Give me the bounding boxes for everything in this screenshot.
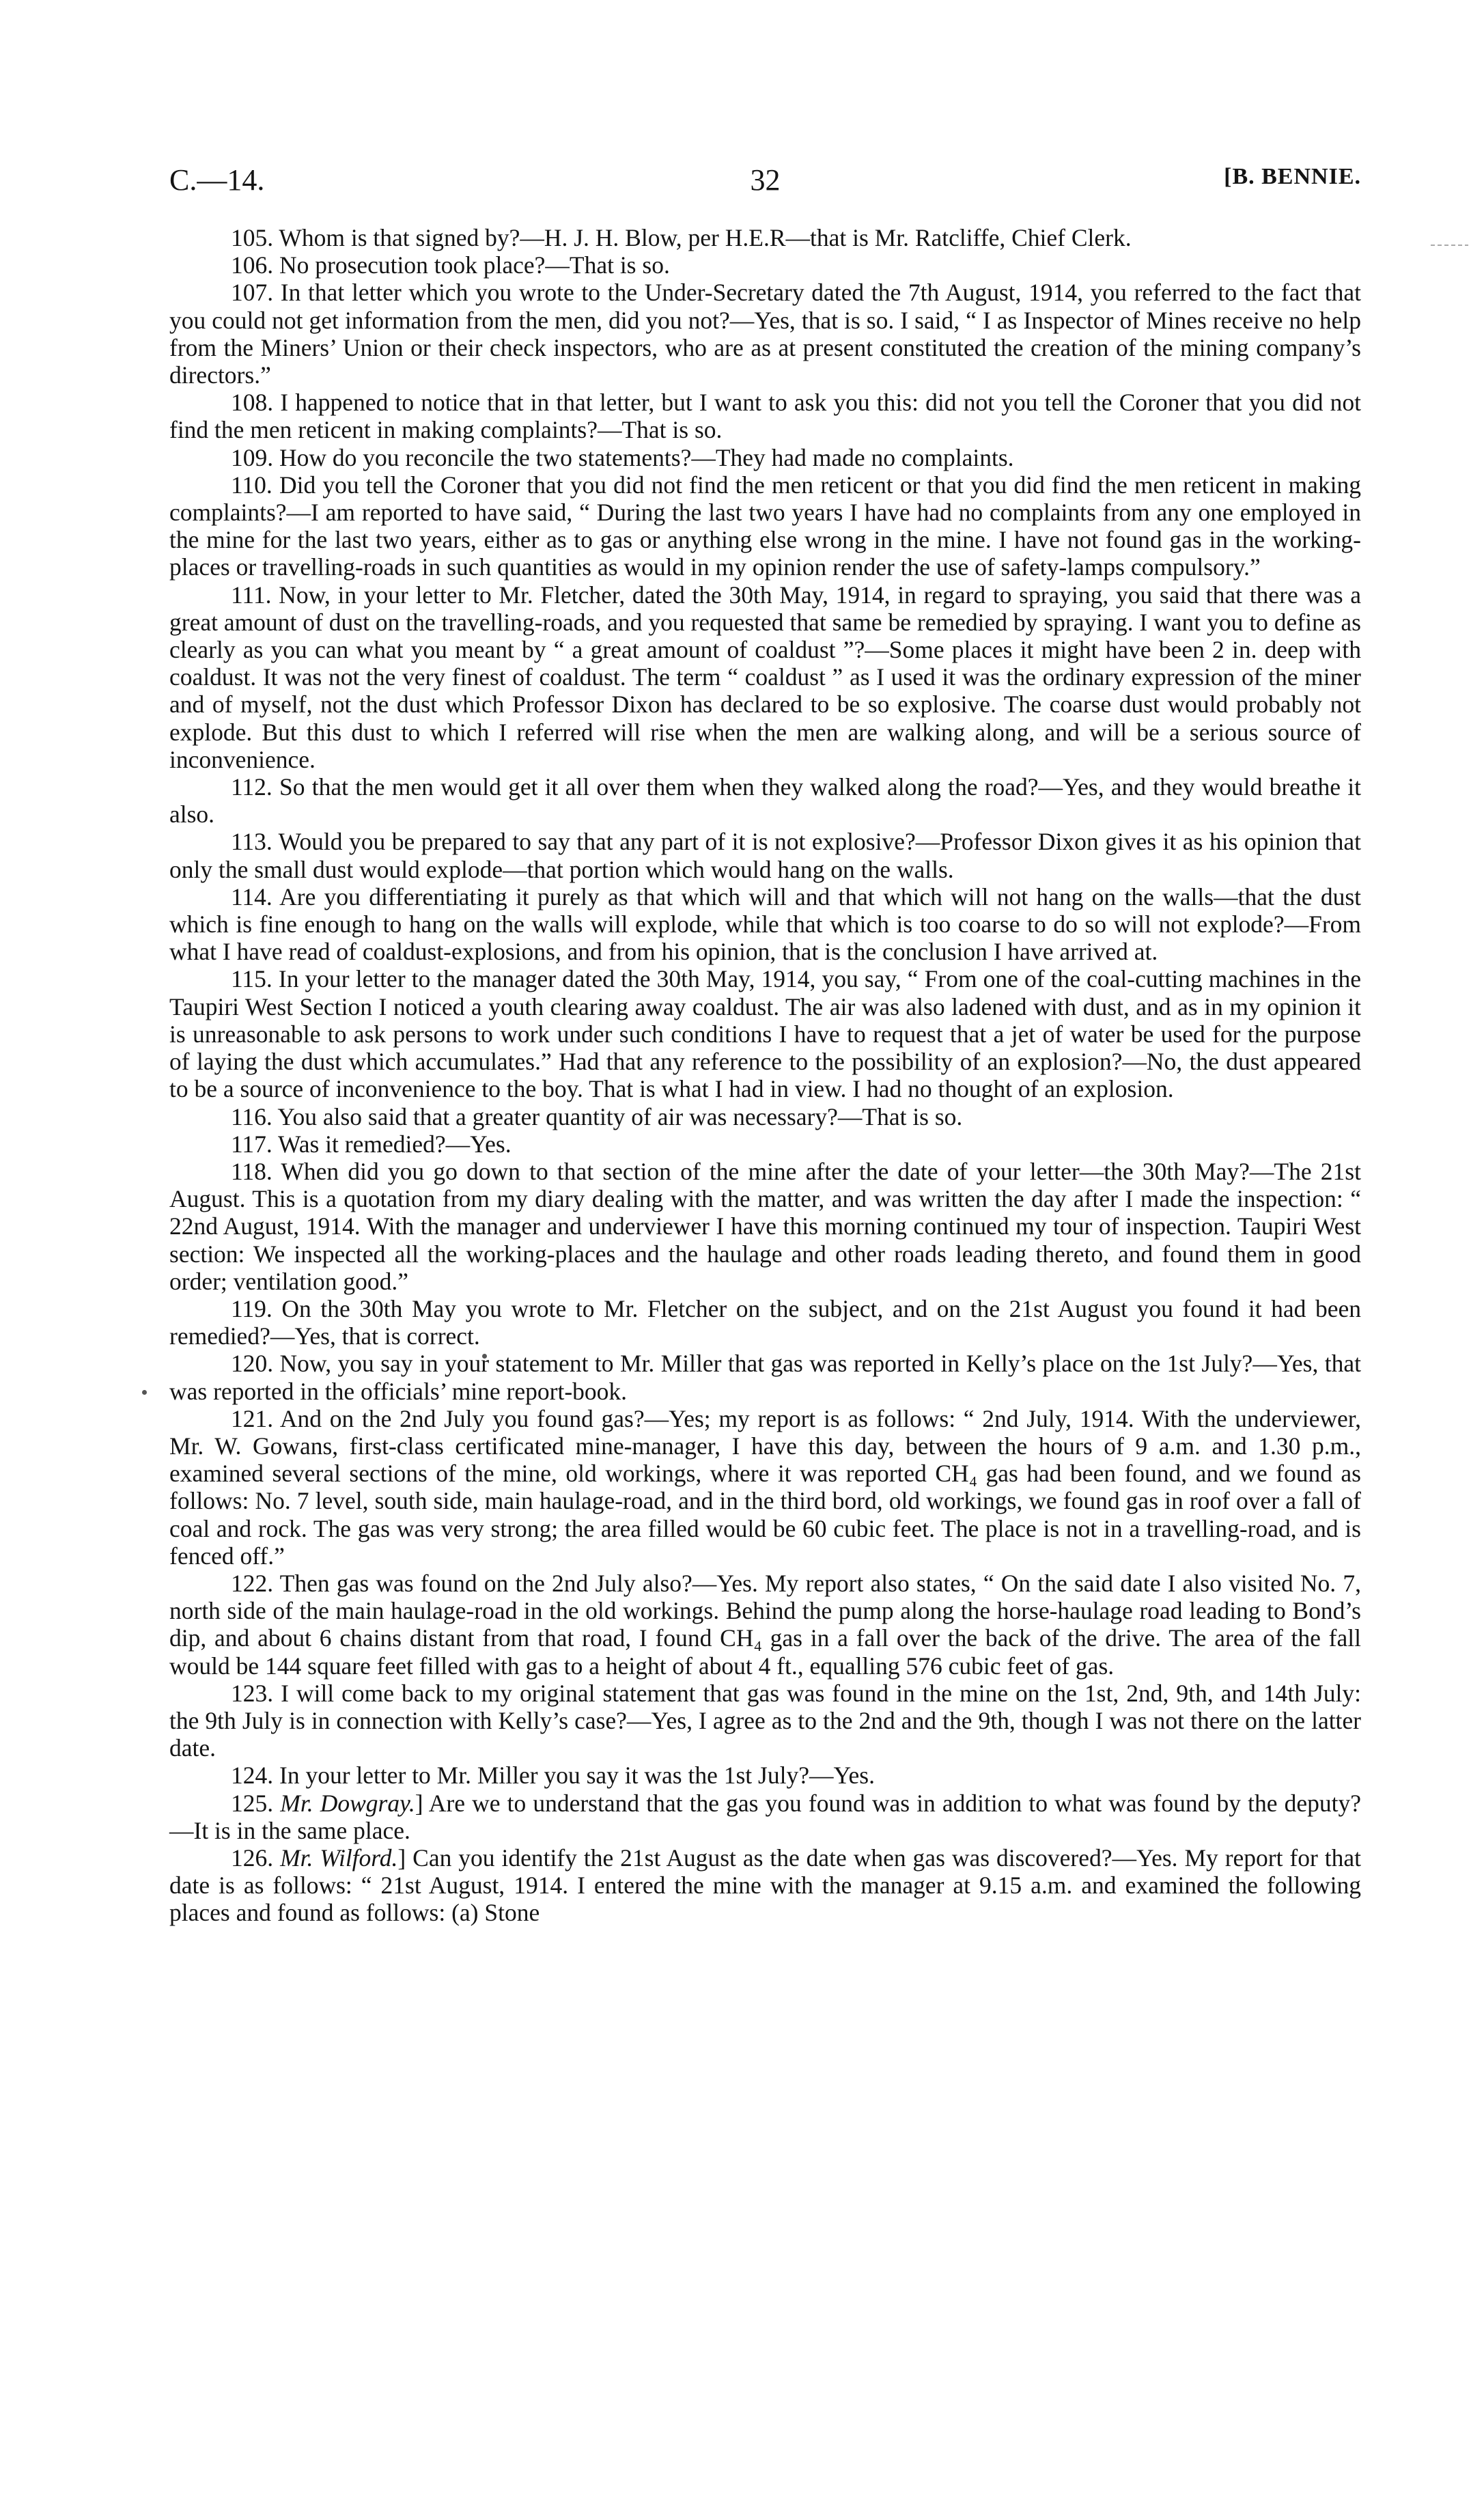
question-answer-paragraph: 108. I happened to notice that in that letter, but I want to ask you this: did not you tell the Coroner that you did not find the men reticent in making complaints?—That is so. xyxy=(169,389,1361,444)
margin-mark xyxy=(1431,245,1468,246)
question-answer-paragraph: 114. Are you differentiating it purely as that which will and that which will not hang on the walls—that the dust which is fine enough to hang on the walls will explode, while that which is too coarse to do so will not explode?—From what I have read of coaldust-explosions, and from his opinion, that is the conclusion I have arrived at. xyxy=(169,882,1361,966)
question-answer-paragraph: 122. Then gas was found on the 2nd July also?—Yes. My report also states, “ On the said date I also visited No. 7, north side of the main haulage-road in the old workings. Behind the pump along the horse-haulage road leading to Bond’s dip, and about 6 chains distant from that road, I found CH₄ gas in a fall over the back of the drive. The area of the fall would be 144 square feet filled with gas to a height of about 4 ft., equalling 576 cubic feet of gas. xyxy=(169,1569,1361,1680)
question-answer-paragraph: 125. Mr. Dowgray.] Are we to understand that the gas you found was in addition to what was found by the deputy?—It is in the same place. xyxy=(169,1789,1361,1844)
page-number: 32 xyxy=(750,163,781,197)
witness-name: [B. BENNIE. xyxy=(1224,164,1361,189)
question-answer-paragraph: 106. No prosecution took place?—That is so. xyxy=(231,251,670,279)
question-answer-paragraph: 111. Now, in your letter to Mr. Fletcher, dated the 30th May, 1914, in regard to spraying, you said that there was a great amount of dust on the travelling-roads, and you requested that same be remedied by spraying. I want you to define as clearly as you can what you meant by “ a great amount of coaldust ”?—Some places it might have been 2 in. deep with coaldust. It was not the very finest of coaldust. The term “ coaldust ” as I used it was the ordinary expression of the miner and of myself, not the dust which Professor Dixon has declared to be so explosive. The coarse dust would probably not explode. But this dust to which I referred will rise when the men are walking along, and will be a serious source of inconvenience. xyxy=(169,581,1361,773)
question-answer-paragraph: 112. So that the men would get it all over them when they walked along the road?—Yes, and they would breathe it also. xyxy=(169,773,1361,829)
testimony-body xyxy=(169,224,1361,1927)
document-reference: C.—14. xyxy=(169,163,265,197)
question-answer-paragraph: 124. In your letter to Mr. Miller you say it was the 1st July?—Yes. xyxy=(231,1762,875,1790)
question-answer-paragraph: 118. When did you go down to that section of the mine after the date of your letter—the 30th May?—The 21st August. This is a quotation from my diary dealing with the matter, and was written the day after I made the inspection: “ 22nd August, 1914. With the manager and underviewer I have this morning continued my tour of inspection. Taupiri West section: We inspected all the working-places and the haulage and other roads leading thereto, and found them in good order; ventilation good.” xyxy=(169,1157,1361,1295)
speaker-name: Mr. Dowgray. xyxy=(280,1789,415,1817)
question-answer-paragraph: 110. Did you tell the Coroner that you did not find the men reticent or that you did find the men reticent in making complaints?—I am reported to have said, “ During the last two years I have had no complaints from any one employed in the mine for the last two years, either as to gas or anything else wrong in the mine. I have not found gas in the working-places or travelling-roads in such quantities as would in my opinion render the use of safety-lamps compulsory.” xyxy=(169,471,1361,581)
speaker-name: Mr. Wilford. xyxy=(280,1844,398,1872)
question-answer-paragraph: 107. In that letter which you wrote to the Under-Secretary dated the 7th August, 1914, you referred to the fact that you could not get information from the men, did you not?—Yes, that is so. I said, “ I as Inspector of Mines receive no help from the Miners’ Union or their check inspectors, who are as at present constituted the creation of the mining company’s directors.” xyxy=(169,279,1361,389)
question-answer-paragraph: 105. Whom is that signed by?—H. J. H. Blow, per H.E.R—that is Mr. Ratcliffe, Chief Clerk. xyxy=(231,224,1132,251)
question-answer-paragraph: 115. In your letter to the manager dated the 30th May, 1914, you say, “ From one of the coal-cutting machines in the Taupiri West Section I noticed a youth clearing away coaldust. The air was also ladened with dust, and as in my opinion it is unreasonable to ask persons to work under such conditions I have to request that a jet of water be used for the purpose of laying the dust which accumulates.” Had that any reference to the possibility of an explosion?—No, the dust appeared to be a source of inconvenience to the boy. That is what I had in view. I had no thought of an explosion. xyxy=(169,965,1361,1103)
question-answer-paragraph: 126. Mr. Wilford.] Can you identify the 21st August as the date when gas was discovered?—Yes. My report for that date is as follows: “ 21st August, 1914. I entered the mine with the manager at 9.15 a.m. and examined the following places and found as follows: (a) Stone xyxy=(169,1844,1361,1927)
question-answer-paragraph: 116. You also said that a greater quantity of air was necessary?—That is so. xyxy=(231,1102,963,1130)
page-header xyxy=(169,163,1361,217)
question-answer-paragraph: 117. Was it remedied?—Yes. xyxy=(231,1130,512,1158)
question-answer-paragraph: 113. Would you be prepared to say that any part of it is not explosive?—Professor Dixon gives it as his opinion that only the small dust would explode—that portion which would hang on the walls. xyxy=(169,828,1361,883)
question-answer-paragraph: 109. How do you reconcile the two statements?—They had made no complaints. xyxy=(231,443,1014,471)
margin-dot xyxy=(142,1390,147,1395)
question-answer-paragraph: 121. And on the 2nd July you found gas?—Yes; my report is as follows: “ 2nd July, 1914. With the underviewer, Mr. W. Gowans, first-class certificated mine-manager, I have this day, between the hours of 9 a.m. and 1.30 p.m., examined several sections of the mine, old workings, where it was reported CH₄ gas had been found, and we found as follows: No. 7 level, south side, main haulage-road, and in the third bord, old workings, we found gas in roof over a fall of coal and rock. The gas was very strong; the area filled would be 60 cubic feet. The place is not in a travelling-road, and is fenced off.” xyxy=(169,1404,1361,1570)
question-answer-paragraph: 123. I will come back to my original statement that gas was found in the mine on the 1st, 2nd, 9th, and 14th July: the 9th July is in connection with Kelly’s case?—Yes, I agree as to the 2nd and the 9th, though I was not there on the latter date. xyxy=(169,1679,1361,1762)
question-answer-paragraph: 120. Now, you say in your statement to Mr. Miller that gas was reported in Kelly’s place on the 1st July?—Yes, that was reported in the officials’ mine report-book. xyxy=(169,1350,1361,1405)
question-answer-paragraph: 119. On the 30th May you wrote to Mr. Fletcher on the subject, and on the 21st August you found it had been remedied?—Yes, that is correct. xyxy=(169,1294,1361,1350)
